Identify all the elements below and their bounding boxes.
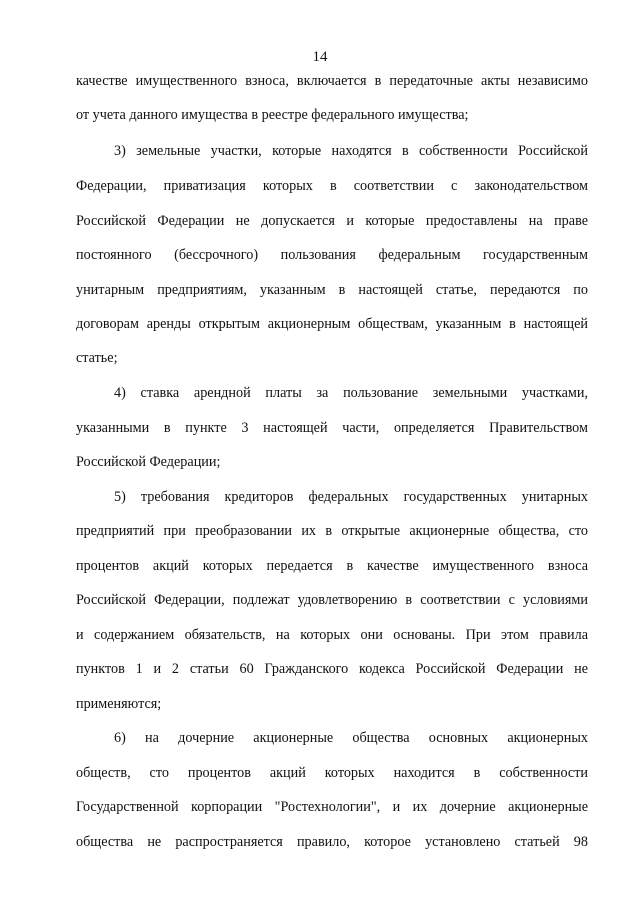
text-line: и содержанием обязательств, на которых они основаны. При этом правила: [76, 627, 588, 643]
text-line: 4) ставка арендной платы за пользование земельными участками,: [114, 385, 588, 401]
text-line: применяются;: [76, 696, 162, 712]
text-line: обществ, сто процентов акций которых находится в собственности: [76, 765, 588, 781]
text-line: общества не распространяется правило, которое установлено статьей 98: [76, 834, 588, 850]
text-line: указанными в пункте 3 настоящей части, определяется Правительством: [76, 420, 588, 436]
text-line: 5) требования кредиторов федеральных государственных унитарных: [114, 489, 588, 505]
page-number: 14: [312, 49, 328, 65]
text-line: договорам аренды открытым акционерным обществам, указанным в настоящей: [76, 316, 588, 332]
text-line: пунктов 1 и 2 статьи 60 Гражданского кодекса Российской Федерации не: [76, 661, 588, 677]
text-line: постоянного (бессрочного) пользования федеральным государственным: [76, 247, 588, 263]
text-line: Российской Федерации, подлежат удовлетворению в соответствии с условиями: [76, 592, 588, 608]
text-line: качестве имущественного взноса, включается в передаточные акты независимо: [76, 73, 588, 89]
text-line: статье;: [76, 350, 118, 366]
text-line: 6) на дочерние акционерные общества основных акционерных: [114, 730, 588, 746]
text-line: 3) земельные участки, которые находятся в собственности Российской: [114, 143, 588, 159]
text-line: Российской Федерации;: [76, 454, 221, 470]
text-line: Государственной корпорации "Ростехнологии", и их дочерние акционерные: [76, 799, 588, 815]
text-line: процентов акций которых передается в качестве имущественного взноса: [76, 558, 588, 574]
text-line: Российской Федерации не допускается и которые предоставлены на праве: [76, 213, 588, 229]
text-line: от учета данного имущества в реестре федерального имущества;: [76, 107, 469, 123]
text-line: Федерации, приватизация которых в соответствии с законодательством: [76, 178, 588, 194]
text-line: унитарным предприятиям, указанным в настоящей статье, передаются по: [76, 282, 588, 298]
text-line: предприятий при преобразовании их в открытые акционерные общества, сто: [76, 523, 588, 539]
